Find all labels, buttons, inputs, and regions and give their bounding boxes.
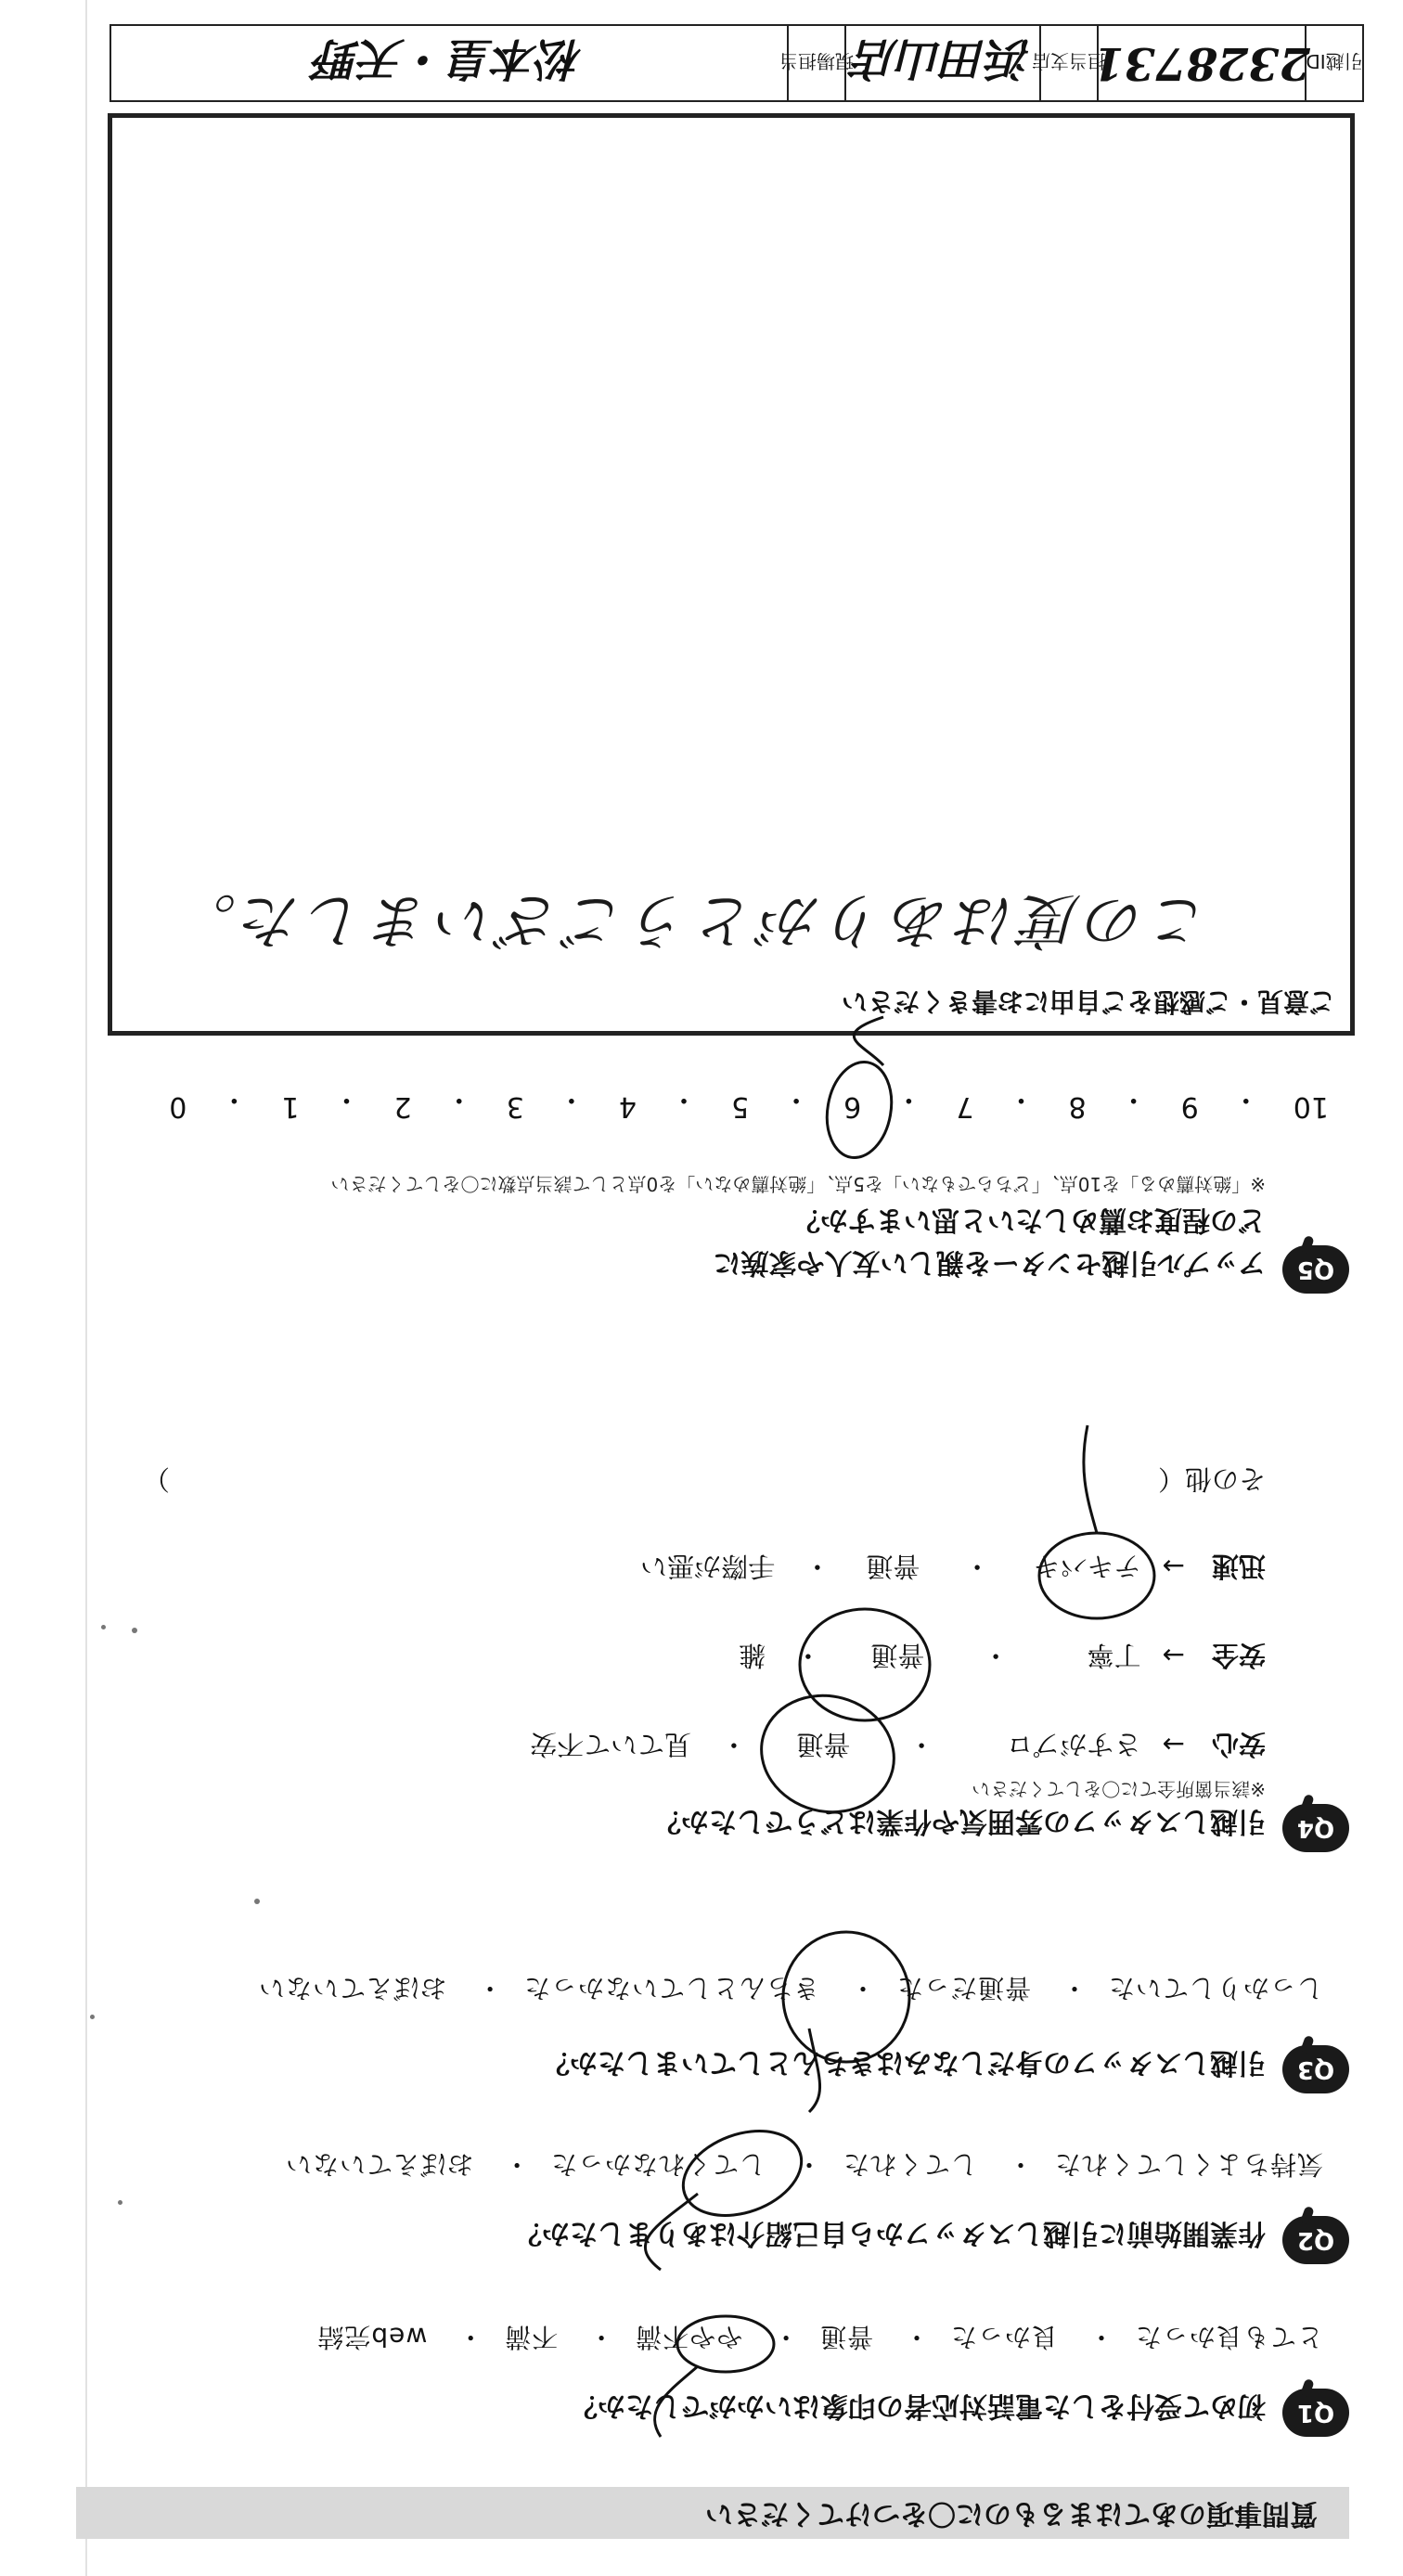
scan-speck: [132, 1628, 137, 1633]
q4-row-anzen-label: 安全: [1211, 1640, 1266, 1671]
q5-question-line1: アップル引越センターを親しい友人や家族に: [713, 1246, 1266, 1279]
q5-question-line2: どの程度お薦めしたいと思いますか？: [792, 1204, 1266, 1236]
q5-score-0[interactable]: 0: [169, 1090, 187, 1123]
arrow-right-icon: →: [1162, 1729, 1185, 1760]
q5-score-6[interactable]: 6: [843, 1090, 862, 1123]
comment-box[interactable]: [108, 113, 1355, 1036]
q2-options: 気持ちよくしてくれた・ してくれた・ してくれなかった・ おぼえていない: [285, 2147, 1323, 2184]
q5-score-3[interactable]: 3: [506, 1090, 524, 1123]
q3-options: しっかりしていた・ 普通だった・ きちんとしていなかった・ おぼえていない: [258, 1971, 1323, 2008]
q4-other-label: その他（: [1157, 1463, 1266, 1495]
arrow-right-icon: →: [1162, 1551, 1185, 1582]
q4-anzen-option-3[interactable]: 雑: [739, 1640, 766, 1671]
q5-score-4[interactable]: 4: [618, 1090, 637, 1123]
q1-question: 初めて受付をした電話対応者の印象はいかがでしたか？: [570, 2389, 1266, 2422]
branch-value: 浜田山店: [854, 32, 1033, 85]
q1-option-2[interactable]: 良かった: [950, 2322, 1059, 2352]
footer-table: [109, 24, 1364, 102]
q2-option-2[interactable]: してくれた: [843, 2149, 978, 2180]
q4-other-row: [143, 1462, 1266, 1500]
q4-anshin-option-1[interactable]: さすがプロ: [1006, 1729, 1141, 1760]
q4-row-anzen: 安全 → 丁寧・ 普通・ 雑: [739, 1638, 1266, 1676]
q4-row-anshin: 安心 → さすがプロ・ 普通・ 見ていて不安: [530, 1727, 1266, 1765]
q1-option-5[interactable]: 不満: [504, 2322, 559, 2352]
q5-score-1[interactable]: 1: [281, 1090, 300, 1123]
comment-handwriting: この度はありがとうございました。: [172, 885, 1211, 954]
q1-option-3[interactable]: 普通: [819, 2322, 874, 2352]
instruction-banner: [76, 2487, 1349, 2539]
q3-option-3[interactable]: きちんとしていなかった: [523, 1973, 820, 2003]
scan-speck: [90, 2015, 95, 2019]
q5-bubble-icon: Q5: [1282, 1238, 1349, 1294]
q2-option-4[interactable]: おぼえていない: [285, 2149, 474, 2180]
q4-jinsoku-option-2[interactable]: 普通: [866, 1551, 920, 1582]
move-id-label: 引越ID: [1306, 50, 1363, 73]
q5-score-2[interactable]: 2: [393, 1090, 412, 1123]
q4-note: ※該当箇所全てに〇をしてください: [972, 1778, 1266, 1800]
q2-option-1[interactable]: 気持ちよくしてくれた: [1053, 2149, 1323, 2180]
q4-bubble-icon: Q4: [1282, 1797, 1349, 1852]
q5-score-8[interactable]: 8: [1068, 1090, 1087, 1123]
q4-jinsoku-option-1[interactable]: テキパキ: [1033, 1551, 1141, 1582]
q4-other-close: ）: [143, 1463, 171, 1495]
q1-bubble-icon: Q1: [1282, 2381, 1349, 2437]
scan-edge-line: [85, 0, 87, 2576]
q1-options: とても良かった・ 良かった・ 普通・ やや不満・ 不満・ web完結: [316, 2320, 1323, 2357]
q4-anshin-option-3[interactable]: 見ていて不安: [530, 1729, 692, 1760]
scan-speck: [101, 1625, 106, 1629]
q5-note: ※「絶対薦める」を10点、「どちらでもない」を5点、「絶対薦めない」を0点として該当点数に〇をしてください: [330, 1173, 1266, 1195]
q4-row-anshin-label: 安心: [1211, 1729, 1266, 1760]
q4-anzen-option-2[interactable]: 普通: [870, 1640, 925, 1671]
q5-score-5[interactable]: 5: [731, 1090, 750, 1123]
q4-row-jinsoku: 迅速 → テキパキ・ 普通・ 手際が悪い: [640, 1549, 1266, 1587]
q5-score-7[interactable]: 7: [956, 1090, 974, 1123]
staff-value: 松本皇・天野: [315, 32, 584, 85]
scan-speck: [254, 1899, 260, 1904]
q4-anshin-option-2[interactable]: 普通: [796, 1729, 851, 1760]
q4-row-jinsoku-label: 迅速: [1211, 1551, 1266, 1582]
move-id-value: 2328731: [1093, 37, 1310, 89]
q3-bubble-icon: Q3: [1282, 2038, 1349, 2093]
q5-score-9[interactable]: 9: [1180, 1090, 1199, 1123]
staff-label: 現場担当: [779, 50, 854, 73]
q3-question: 引越しスタッフの身だしなみはきちんとしていましたか？: [542, 2046, 1266, 2079]
comment-box-title: ご意見・ご感想をご自由にお書きください: [841, 986, 1335, 1017]
q2-question: 作業開始前に引越しスタッフから自己紹介はありましたか？: [514, 2217, 1266, 2249]
q4-question: 引越しスタッフの雰囲気や作業はどうでしたか？: [653, 1805, 1266, 1837]
q3-option-4[interactable]: おぼえていない: [258, 1973, 447, 2003]
q1-option-4[interactable]: やや不満: [635, 2322, 743, 2352]
q3-option-1[interactable]: しっかりしていた: [1107, 1973, 1323, 2003]
branch-label: 担当支店: [1032, 50, 1106, 73]
q4-anzen-option-1[interactable]: 丁寧: [1087, 1640, 1141, 1671]
q2-bubble-icon: Q2: [1282, 2209, 1349, 2264]
q5-scale: 10 ・ 9 ・ 8 ・ 7 ・ 6 ・ 5 ・ 4 ・ 3 ・ 2 ・ 1 ・ 0: [169, 1083, 1329, 1123]
arrow-right-icon: →: [1162, 1640, 1185, 1671]
q3-option-2[interactable]: 普通だった: [896, 1973, 1032, 2003]
scan-speck: [118, 2200, 122, 2205]
q4-jinsoku-option-3[interactable]: 手際が悪い: [640, 1551, 776, 1582]
q2-option-3[interactable]: してくれなかった: [550, 2149, 766, 2180]
instruction-text: 質問事項のあてはまるものに〇をつけてください: [705, 2497, 1318, 2530]
q1-option-6[interactable]: web完結: [316, 2322, 428, 2352]
q1-option-1[interactable]: とても良かった: [1134, 2322, 1323, 2352]
q5-score-10[interactable]: 10: [1293, 1090, 1329, 1123]
